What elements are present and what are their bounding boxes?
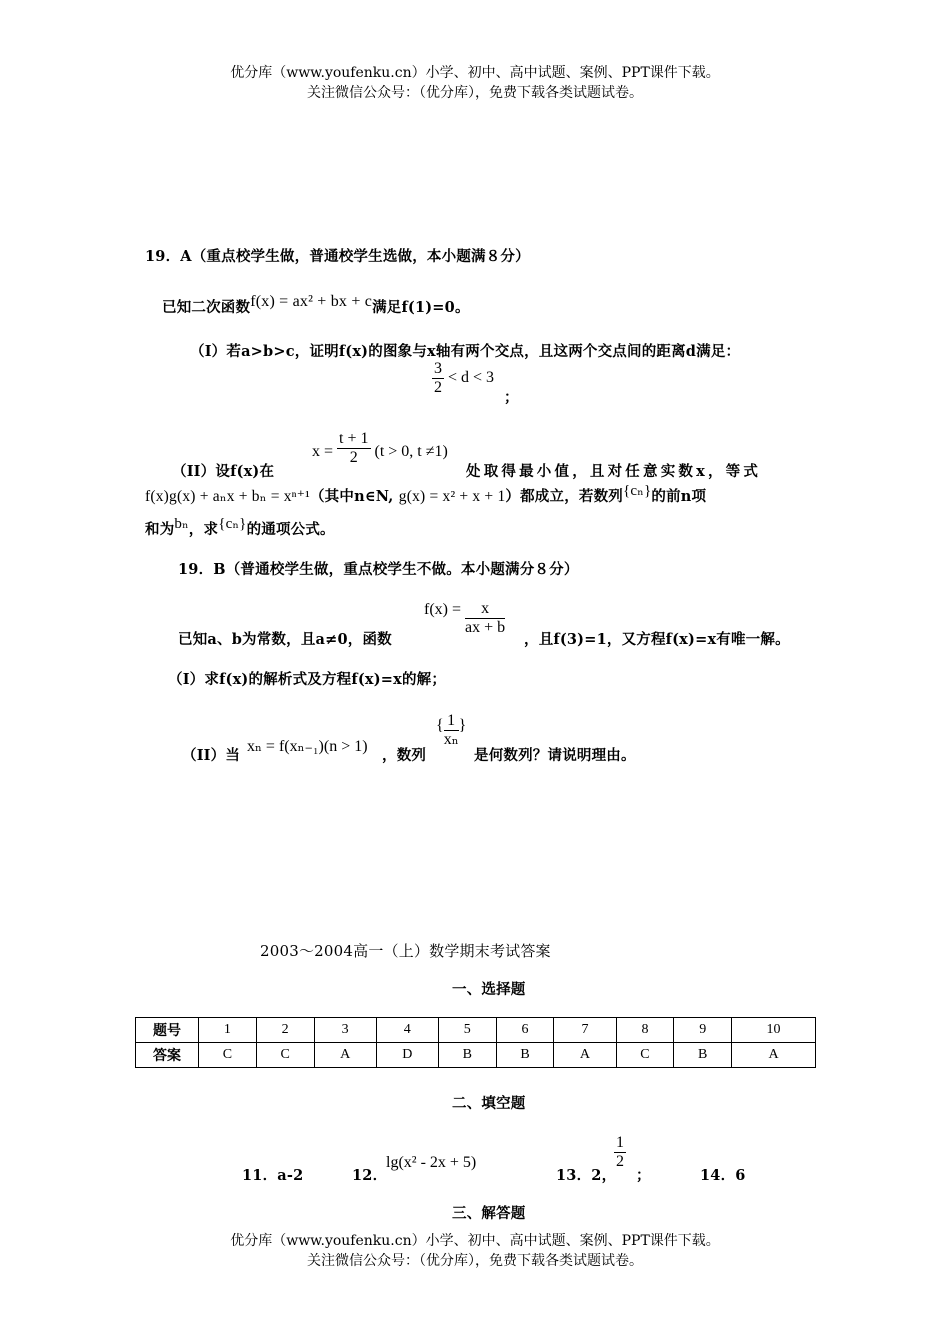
table-cell: A [554, 1043, 616, 1068]
q19a-part1-end: ； [504, 390, 519, 407]
fill-14: 14．6 [700, 1167, 746, 1184]
q19b-part2-prefix: （II）当 [182, 747, 241, 764]
q19a-part2-seq2: {cₙ} [218, 516, 247, 532]
fill-13-label: 13．2， [556, 1167, 617, 1184]
q19a-given-suffix: 满足f(1)=0。 [372, 299, 470, 316]
table-cell: 3 [314, 1018, 376, 1043]
q19a-part2-text7: 的通项公式。 [246, 521, 335, 538]
table-cell: B [674, 1043, 732, 1068]
table-cell: 9 [674, 1018, 732, 1043]
q19a-given-prefix: 已知二次函数 [162, 299, 251, 316]
table-cell: B [438, 1043, 496, 1068]
section-fill: 二、填空题 [452, 1095, 526, 1112]
q19a-part2-g: g(x) = x² + x + 1 [398, 488, 506, 505]
table-cell: A [732, 1043, 816, 1068]
table-cell: 8 [616, 1018, 674, 1043]
table-row [136, 1043, 816, 1068]
table-cell: C [256, 1043, 314, 1068]
section-solve: 三、解答题 [452, 1205, 526, 1222]
answer-table [135, 1017, 816, 1068]
q19b-part2-seq: { $\frac{1}{\text{xₙ}}$ } [436, 712, 467, 748]
fill-13-den: 2 [616, 1153, 624, 1170]
q19a-part2-x [312, 430, 448, 467]
table-cell: 2 [256, 1018, 314, 1043]
q19a-given-formula: f(x) = ax² + bx + c [250, 293, 373, 310]
q19a-part2-line2 [145, 485, 706, 506]
fill-13-frac [614, 1134, 626, 1171]
q19a-part2-eq: f(x)g(x) + aₙx + bₙ = xⁿ⁺¹ [145, 488, 310, 505]
footer-line-2: 关注微信公众号：（优分库），免费下载各类试题试卷。 [307, 1253, 643, 1269]
q19a-part2-text2: （其中n∈N, [309, 488, 394, 505]
q19b-part1: （I）求f(x)的解析式及方程f(x)=x的解； [168, 671, 447, 688]
table-cell: 7 [554, 1018, 616, 1043]
q19b-f-num: x [465, 600, 505, 619]
fill-11: 11．a-2 [242, 1167, 304, 1184]
q19a-part2-frac-num: t + 1 [339, 430, 369, 447]
table-cell: 1 [199, 1018, 257, 1043]
q19b-f-lhs: f(x) = [424, 601, 462, 619]
q19b-given-prefix: 已知a、b为常数，且a≠0，函数 [178, 631, 392, 648]
header-line-1: 优分库（www.youfenku.cn）小学、初中、高中试题、案例、PPT课件下载。 [230, 65, 720, 81]
table-cell: B [496, 1043, 554, 1068]
table-cell: 10 [732, 1018, 816, 1043]
q19b-title: 19．B（普通校学生做，重点校学生不做。本小题满分８分） [178, 561, 579, 578]
section-choice: 一、选择题 [452, 981, 526, 998]
row-label-answer: 答案 [136, 1043, 199, 1068]
q19b-f-den: ax + b [465, 619, 506, 636]
q19b-part2-formula: xₙ = f(xₙ₋₁)(n > 1) [247, 738, 368, 755]
q19a-part2-bn: bₙ [174, 516, 189, 532]
q19a-part1-ineq [432, 360, 519, 407]
q19b-part2-frac-den: xₙ [443, 731, 459, 748]
q19a-part1: （I）若a>b>c，证明f(x)的图象与x轴有两个交点，且这两个交点间的距离d满足： [190, 343, 741, 360]
fill-13-num: 1 [616, 1134, 624, 1151]
q19a-part2-text6: ，求 [188, 521, 219, 538]
row-label-question: 题号 [136, 1018, 199, 1043]
q19b-f [424, 600, 505, 637]
table-row [136, 1018, 816, 1043]
q19b-part2-suffix: 是何数列？请说明理由。 [474, 747, 636, 764]
q19a-part2-text4: 的前n项 [651, 488, 707, 505]
q19a-part2-line3 [145, 518, 335, 539]
fill-12-label: 12． [352, 1167, 388, 1184]
header-line-2: 关注微信公众号：（优分库），免费下载各类试题试卷。 [307, 85, 643, 101]
answers-title: 2003～2004高一（上）数学期末考试答案 [260, 942, 551, 960]
q19a-part2-cond: (t > 0, t ≠1) [374, 443, 448, 461]
q19a-given [162, 293, 470, 317]
table-cell: 4 [376, 1018, 438, 1043]
q19a-part2-label: （II）设f(x)在 [172, 463, 275, 480]
fill-13-end: ； [636, 1167, 651, 1184]
q19a-part1-ineq-text: < d < 3 [448, 369, 495, 387]
q19a-part2-x-eq: x = [312, 443, 334, 461]
q19a-part1-frac-num: 3 [434, 360, 442, 377]
footer-line-1: 优分库（www.youfenku.cn）小学、初中、高中试题、案例、PPT课件下载。 [230, 1233, 720, 1249]
q19a-part1-frac-den: 2 [434, 379, 442, 396]
q19b-part2-mid: ，数列 [382, 747, 427, 764]
table-cell: D [376, 1043, 438, 1068]
q19a-part2-frac-den: 2 [349, 449, 358, 466]
table-cell: C [199, 1043, 257, 1068]
q19a-title: 19．A（重点校学生做，普通校学生选做，本小题满８分） [145, 248, 530, 265]
table-cell: A [314, 1043, 376, 1068]
q19a-part2-text3: ）都成立，若数列 [505, 488, 624, 505]
q19a-part2-text5: 和为 [145, 521, 175, 538]
fill-12-formula: lg(x² - 2x + 5) [386, 1154, 477, 1171]
q19a-part2-seq: {cₙ} [623, 483, 652, 499]
q19b-part2-frac-num: 1 [444, 712, 459, 731]
table-cell: 6 [496, 1018, 554, 1043]
table-cell: 5 [438, 1018, 496, 1043]
q19b-given-suffix: ，且f(3)=1，又方程f(x)=x有唯一解。 [524, 631, 790, 648]
table-cell: C [616, 1043, 674, 1068]
q19a-part2-text1: 处取得最小值，且对任意实数x，等式 [466, 463, 762, 480]
